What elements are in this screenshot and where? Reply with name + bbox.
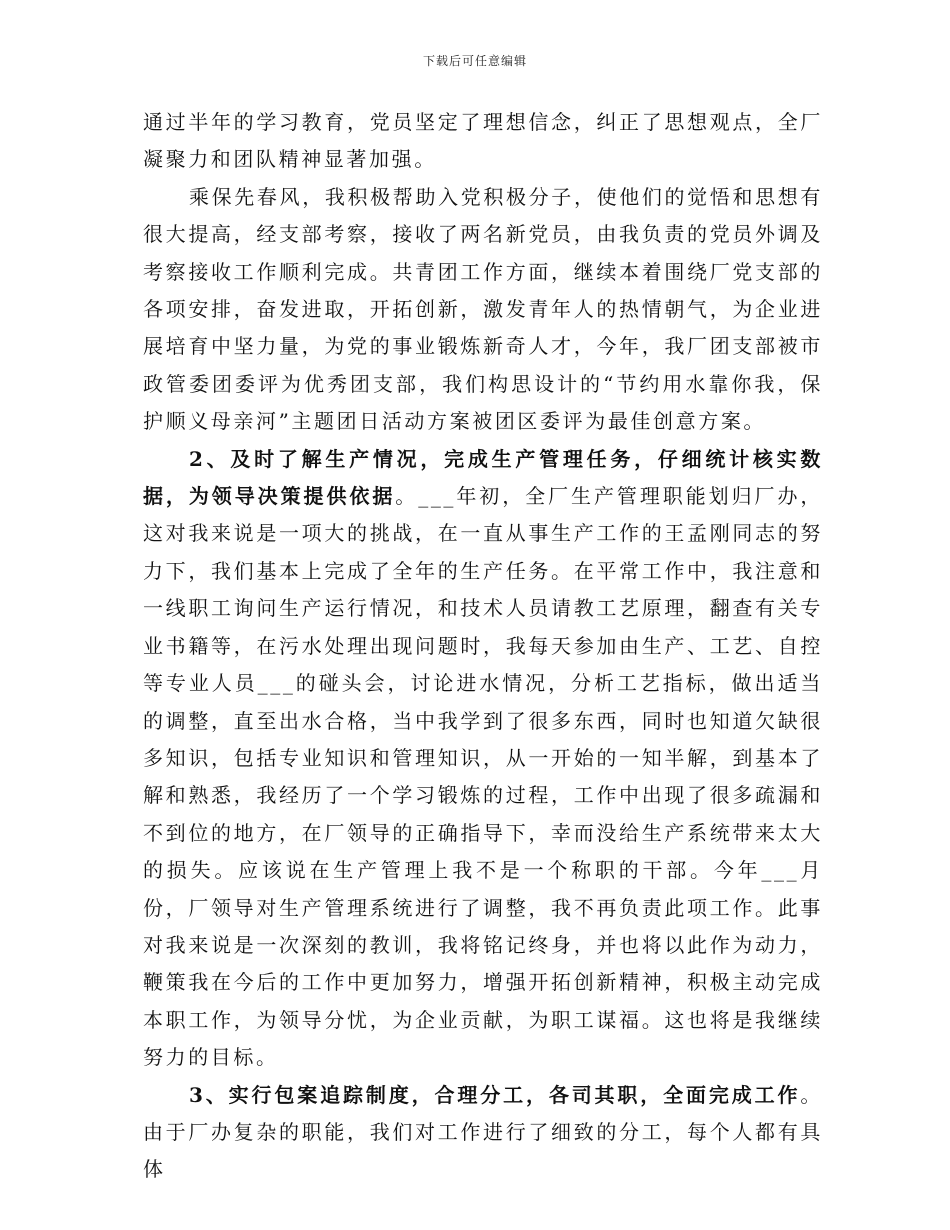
paragraph-1 bbox=[143, 104, 823, 179]
paragraph-4-lead: 3、实行包案追踪制度，合理分工，各司其职，全面完成工作 bbox=[189, 1082, 801, 1107]
paragraph-2-text: 乘保先春风，我积极帮助入党积极分子，使他们的觉悟和思想有很大提高，经支部考察，接收了两名新党员，由我负责的党员外调及考察接收工作顺利完成。共青团工作方面，继续本着围绕厂党支部的各项安排，奋发进取，开拓创新，激发青年人的热情朝气，为企业进展培育中坚力量，为党的事业锻炼新奇人才，今年，我厂团支部被市政管委团委评为优秀团支部，我们构思设计的“节约用水靠你我，保护顺义母亲河”主题团日活动方案被团区委评为最佳创意方案。 bbox=[143, 184, 823, 434]
paragraph-4 bbox=[143, 1077, 823, 1189]
paragraph-3-lead: 2、及时了解生产情况，完成生产管理任务，仔细统计核实数据，为领导决策提供依据 bbox=[143, 446, 823, 509]
page-header: 下载后可任意编辑 bbox=[422, 54, 527, 68]
paragraph-3-text: 。___年初，全厂生产管理职能划归厂办，这对我来说是一项大的挑战，在一直从事生产工作的王孟刚同志的努力下，我们基本上完成了全年的生产任务。在平常工作中，我注意和一线职工询问生产运行情况，和技术人员请教工艺原理，翻查有关专业书籍等，在污水处理出现问题时，我每天参加由生产、工艺、自控等专业人员___的碰头会，讨论进水情况，分析工艺指标，做出适当的调整，直至出水合格，当中我学到了很多东西，同时也知道欠缺很多知识，包括专业知识和管理知识，从一开始的一知半解，到基本了解和熟悉，我经历了一个学习锻炼的过程，工作中出现了很多疏漏和不到位的地方，在厂领导的正确指导下，幸而没给生产系统带来太大的损失。应该说在生产管理上我不是一个称职的干部。今年___月份，厂领导对生产管理系统进行了调整，我不再负责此项工作。此事对我来说是一次深刻的教训，我将铭记终身，并也将以此作为动力，鞭策我在今后的工作中更加努力，增强开拓创新精神，积极主动完成本职工作，为领导分忧，为企业贡献，为职工谋福。这也将是我继续努力的目标。 bbox=[143, 484, 823, 1070]
paragraph-3 bbox=[143, 441, 823, 1077]
paragraph-1-text: 通过半年的学习教育，党员坚定了理想信念，纠正了思想观点，全厂凝聚力和团队精神显著加强。 bbox=[143, 110, 823, 172]
paragraph-2 bbox=[143, 179, 823, 441]
paragraph-4-text: 。由于厂办复杂的职能，我们对工作进行了细致的分工，每个人都有具体 bbox=[143, 1082, 823, 1182]
document-body bbox=[143, 104, 823, 1189]
